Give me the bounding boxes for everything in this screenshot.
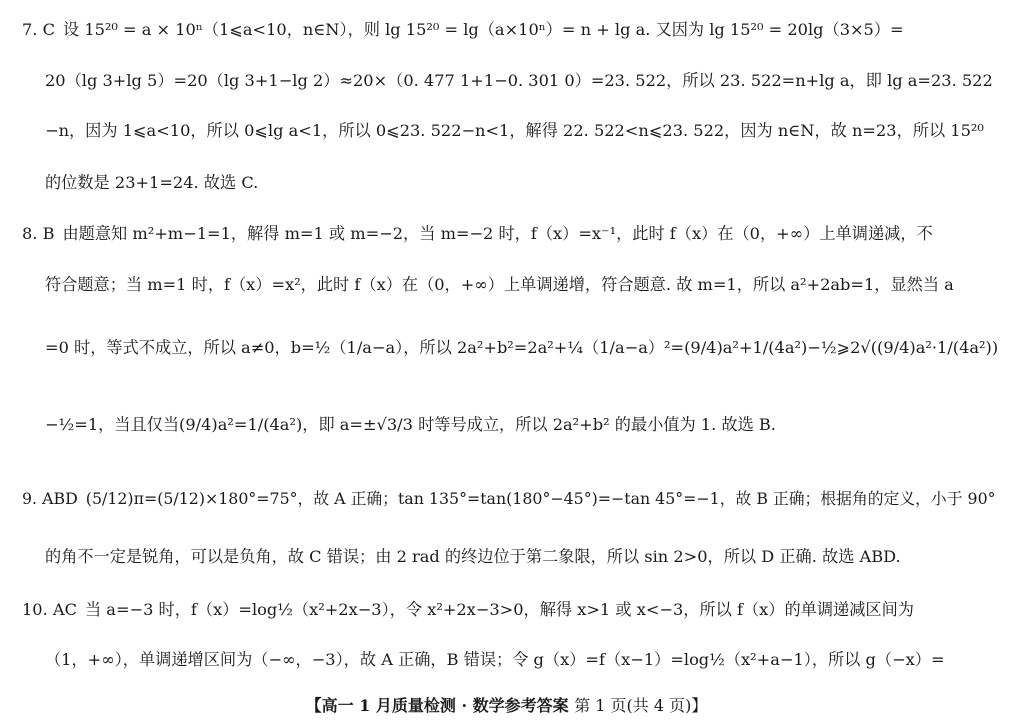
problem-10-line-1	[22, 600, 914, 620]
problem-7-text-1: 设 15²⁰ = a × 10ⁿ（1⩽a<10，n∈N），则 lg 15²⁰ = lg（a×10ⁿ）= n + lg a. 又因为 lg 15²⁰ = 20lg（3×5）=	[62, 20, 904, 39]
page-footer	[0, 693, 1013, 716]
footer-page-number: 第 1 页(共 4 页)】	[574, 696, 708, 715]
problem-9-line-2: 的角不一定是锐角，可以是负角，故 C 错误；由 2 rad 的终边位于第二象限，所以 sin 2>0，所以 D 正确. 故选 ABD.	[45, 547, 901, 566]
problem-9-label: 9. ABD	[22, 489, 78, 508]
problem-8-line-4: −½=1，当且仅当(9/4)a²=1/(4a²)，即 a=±√3/3 时等号成立，所以 2a²+b² 的最小值为 1. 故选 B.	[45, 415, 776, 434]
problem-7-line-2: 20（lg 3+lg 5）=20（lg 3+1−lg 2）≈20×（0. 477 1+1−0. 301 0）=23. 522，所以 23. 522=n+lg a，即 lg a=23. 522	[45, 71, 993, 90]
problem-8-label: 8. B	[22, 224, 55, 243]
problem-7-line-3: −n，因为 1⩽a<10，所以 0⩽lg a<1，所以 0⩽23. 522−n<1，解得 22. 522<n⩽23. 522，因为 n∈N，故 n=23，所以 15²⁰	[45, 121, 984, 140]
problem-7-line-4: 的位数是 23+1=24. 故选 C.	[45, 173, 259, 192]
problem-8-line-3: =0 时，等式不成立，所以 a≠0，b=½（1/a−a），所以 2a²+b²=2a²+¼（1/a−a）²=(9/4)a²+1/(4a²)−½⩾2√((9/4)a²·1/(4a²))	[45, 338, 999, 357]
problem-8-line-2: 符合题意；当 m=1 时，f（x）=x²，此时 f（x）在（0，+∞）上单调递增，符合题意. 故 m=1，所以 a²+2ab=1，显然当 a	[45, 275, 954, 294]
problem-7-label: 7. C	[22, 20, 55, 39]
problem-10-text-1: 当 a=−3 时，f（x）=log½（x²+2x−3），令 x²+2x−3>0，解得 x>1 或 x<−3，所以 f（x）的单调递减区间为	[84, 600, 914, 619]
footer-title: 【高一 1 月质量检测 · 数学参考答案	[305, 696, 569, 715]
problem-7-line-1	[22, 20, 904, 40]
problem-8-line-1	[22, 224, 933, 244]
problem-9-text-1: (5/12)π=(5/12)×180°=75°，故 A 正确；tan 135°=tan(180°−45°)=−tan 45°=−1，故 B 正确；根据角的定义，小于 90°	[85, 489, 996, 508]
problem-10-label: 10. AC	[22, 600, 77, 619]
problem-9-line-1	[22, 489, 996, 509]
problem-8-text-1: 由题意知 m²+m−1=1，解得 m=1 或 m=−2，当 m=−2 时，f（x）=x⁻¹，此时 f（x）在（0，+∞）上单调递减，不	[62, 224, 933, 243]
problem-10-line-2: （1，+∞），单调递增区间为（−∞，−3），故 A 正确，B 错误；令 g（x）=f（x−1）=log½（x²+a−1），所以 g（−x）=	[45, 650, 945, 669]
